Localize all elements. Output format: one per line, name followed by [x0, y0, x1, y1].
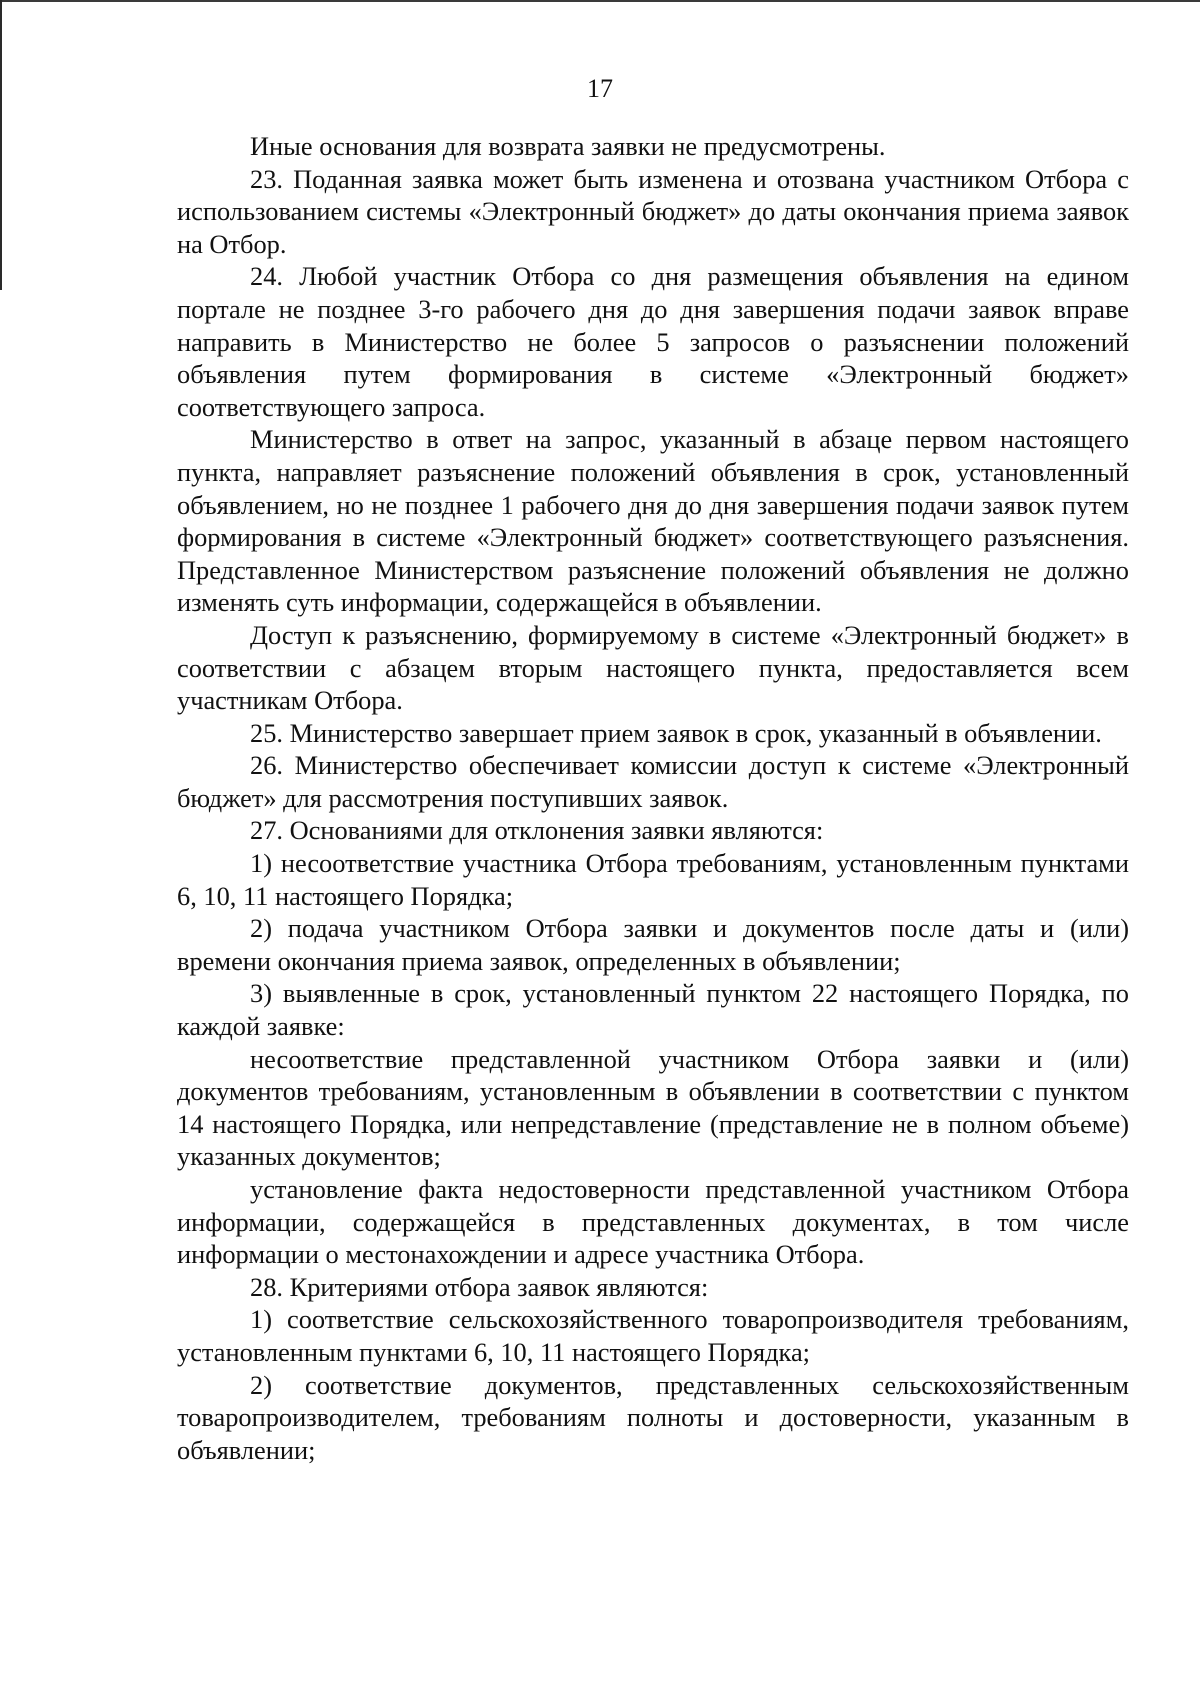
paragraph-item-27-3: 3) выявленные в срок, установленный пунктом 22 настоящего Порядка, по каждой заявке: [177, 978, 1129, 1042]
paragraph-item-26: 26. Министерство обеспечивает комиссии доступ к системе «Электронный бюджет» для рассмотрения поступивших заявок. [177, 750, 1129, 813]
paragraph-access-clarification: Доступ к разъяснению, формируемому в системе «Электронный бюджет» в соответствии с абзацем вторым настоящего пункта, предоставляется всем участникам Отбора. [177, 619, 1129, 716]
paragraph-item-27: 27. Основаниями для отклонения заявки являются: [250, 815, 824, 846]
paragraph-item-23: 23. Поданная заявка может быть изменена и отозвана участником Отбора с использованием системы «Электронный бюджет» до даты окончания приема заявок на Отбор. [177, 163, 1129, 259]
paragraph-item-28-1: 1) соответствие сельскохозяйственного товаропроизводителя требованиям, установленным пунктами 6, 10, 11 настоящего Порядка; [177, 1304, 1129, 1367]
paragraph-item-27-1: 1) несоответствие участника Отбора требованиям, установленным пунктами 6, 10, 11 настоящего Порядка; [177, 848, 1129, 911]
scan-edge-left [0, 0, 2, 290]
page-number: 17 [587, 74, 613, 103]
paragraph-item-28-2: 2) соответствие документов, представленных сельскохозяйственным товаропроизводителем, требованиям полноты и достоверности, указанным в объявлении; [177, 1369, 1129, 1465]
scan-edge-top [0, 0, 1200, 2]
paragraph-ministry-response: Министерство в ответ на запрос, указанный в абзаце первом настоящего пункта, направляет разъяснение положений объявления в срок, установленный объявлением, но не позднее 1 рабочего дня до дня завершения подачи заявок путем формирования в системе «Электронный бюджет» соответствующего разъяснения. Представленное Министерством разъяснение положений объявления не должно изменять суть информации, содержащейся в объявлении. [177, 424, 1129, 618]
paragraph-item-24: 24. Любой участник Отбора со дня размещения объявления на едином портале не позднее 3-го рабочего дня до дня завершения подачи заявок вправе направить в Министерство не более 5 запросов о разъяснении положений объявления путем формирования в системе «Электронный бюджет» соответствующего запроса. [177, 261, 1129, 422]
paragraph-item-27-2: 2) подача участником Отбора заявки и документов после даты и (или) времени окончания приема заявок, определенных в объявлении; [177, 913, 1129, 976]
paragraph-item-28: 28. Критериями отбора заявок являются: [250, 1271, 709, 1302]
document-body [177, 130, 1129, 1466]
paragraph-nonconformity: несоответствие представленной участником Отбора заявки и (или) документов требованиям, установленным в объявлении в соответствии с пунктом 14 настоящего Порядка, или непредставление (представление не в полном объеме) указанных документов; [177, 1043, 1129, 1172]
paragraph-item-25: 25. Министерство завершает прием заявок в срок, указанный в объявлении. [250, 717, 1102, 748]
paragraph-other-grounds: Иные основания для возврата заявки не предусмотрены. [250, 131, 886, 161]
paragraph-unreliability: установление факта недостоверности представленной участником Отбора информации, содержащейся в представленных документах, в том числе информации о местонахождении и адресе участника Отбора. [177, 1174, 1129, 1270]
